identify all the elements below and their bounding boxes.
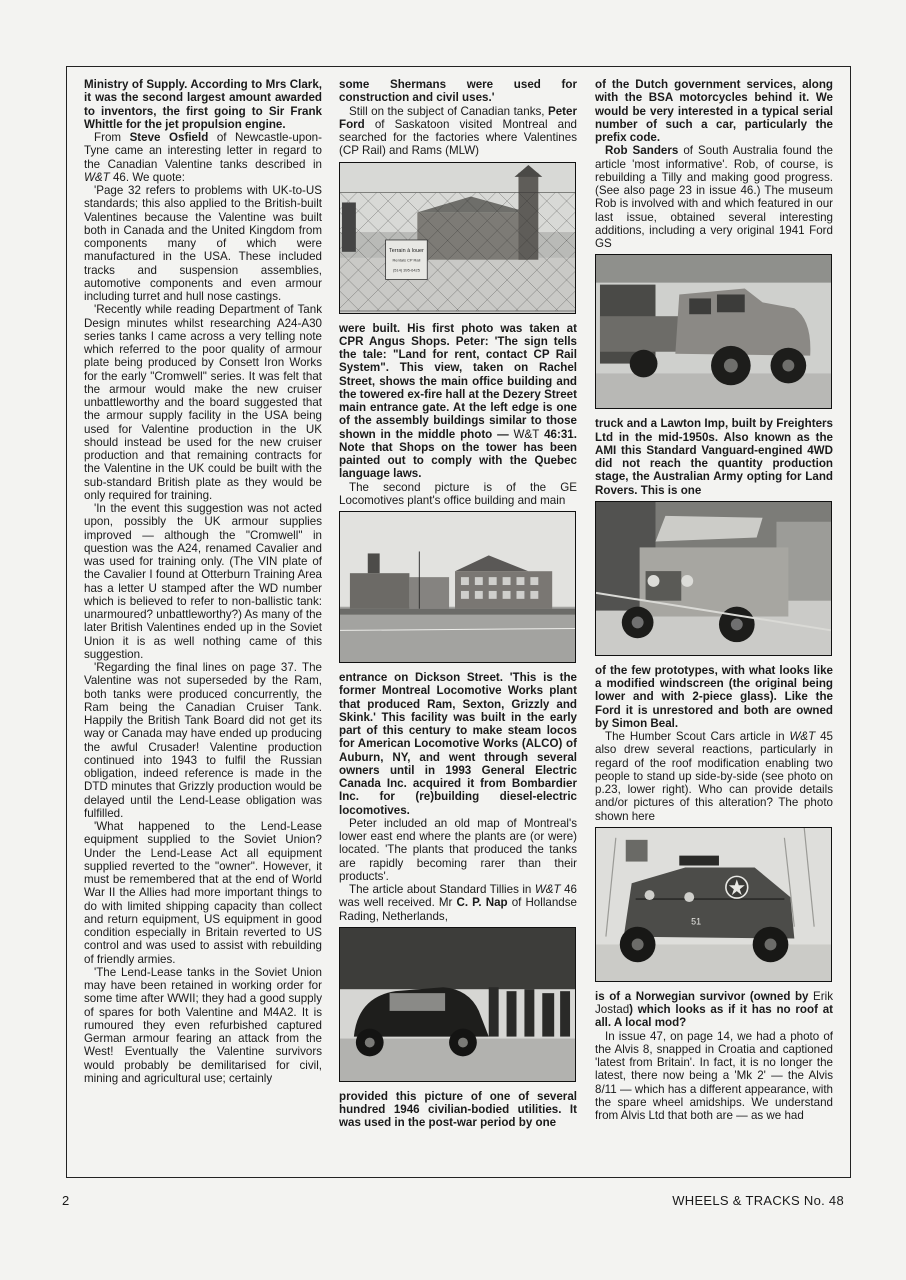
- paragraph: [84, 78, 322, 131]
- contributor-name: were built. His first photo was taken at CPR Angus Shops. Peter: 'The sign tells the tale: "Land for rent, contact CP Rail System". This view, taken on Rachel Street, shows the main office building and the towered ex-fire hall at the Dezery Street main entrance gate. At the left edge is one of the assembly buildings similar to those shown in the middle photo —: [339, 321, 577, 441]
- text-run: of Newcastle-upon-Tyne came an interesting letter in regard to the Canadian Valentine tanks described in: [84, 131, 322, 171]
- col2-lower: [339, 671, 577, 923]
- text-run: 'Page 32 refers to problems with UK-to-US standards; this also applied to the British-built Valentines because the Valentine was built both in Canada and the United Kingdom from components many of which were manufactured in the USA. These included tracks and suspension assemblies, automotive components and even armour including turret and hull nose castings.: [84, 184, 322, 303]
- paragraph: [595, 664, 833, 730]
- paragraph: [339, 883, 577, 923]
- paragraph: [595, 417, 833, 497]
- paragraph: [595, 1030, 833, 1123]
- sign-line-1: Terrain à louer: [389, 247, 424, 254]
- text-run: 46 was well received. Mr: [339, 883, 577, 910]
- col2-intro: [339, 78, 577, 158]
- text-run: The article about Standard Tillies in: [349, 883, 535, 896]
- contributor-name: some Shermans were used for construction and civil uses.': [339, 78, 577, 105]
- paragraph: [84, 303, 322, 502]
- paragraph: [339, 105, 577, 158]
- sign-line-3: (514) 395-6425: [392, 267, 420, 273]
- contributor-name: provided this picture of one of several hundred 1946 civilian-bodied utilities. It was used in the post-war period by one: [339, 1089, 577, 1130]
- paragraph: [339, 1090, 577, 1130]
- col3-mid: [595, 417, 833, 497]
- photo-lawton-imp-prototype: [595, 501, 832, 656]
- contributor-name: ) which looks as if it has no roof at all. A local mod?: [595, 1003, 833, 1030]
- paragraph: [84, 966, 322, 1085]
- sign-line-2: Rentals CP Rail: [392, 257, 421, 263]
- text-run: 46. We quote:: [109, 170, 185, 184]
- text-run: In issue 47, on page 14, we had a photo of the Alvis 8, snapped in Croatia and captioned 'latest from Britain'. In fact, it is no longer the latest, there now being a 'Mk 2' — the Alvis 8/11 — which has a different appearance, with the spare wheel amidships. We understand from Alvis Ltd that both are — as we had: [595, 1029, 833, 1122]
- paragraph: [595, 990, 833, 1030]
- col2-end: [339, 1090, 577, 1130]
- text-run: 'Regarding the final lines on page 37. The Valentine was not superseded by the Ram, both tanks were produced concurrently, the Ram being the Canadian Cruiser Tank. Happily the British Tank Board did not get its way or Canada may have ended up producing the awful Crusader! Valentine production continued into 1943 to fulfil the Russian obligation, indeed reference is made in the DTD minutes that Grizzly production would be delayed until the Lend-Lease obligation was fulfilled.: [84, 661, 322, 820]
- contributor-name: is of a Norwegian survivor (owned by: [595, 989, 814, 1003]
- magazine-issue: WHEELS & TRACKS No. 48: [672, 1193, 844, 1208]
- text-run: Erik Jostad: [595, 989, 833, 1016]
- paragraph: [339, 481, 577, 508]
- vehicle-marking: 51: [691, 916, 702, 927]
- text-run: 'The Lend-Lease tanks in the Soviet Union may have been retained in working order for some time after WWII; they had a good supply of spares for both Valentine and M4A2. It is rumoured they even refurbished captured German armour fearing an attack from the West! Eventually the Valentine survivors would probably be demilitarised for civil, mining and agricultural use; certainly: [84, 965, 322, 1085]
- col3-end: [595, 990, 833, 1123]
- col3-intro: [595, 78, 833, 250]
- text-run: of Hollandse Rading, Netherlands,: [339, 896, 577, 923]
- contributor-name: entrance on Dickson Street. 'This is the former Montreal Locomotive Works plant that produced Ram, Sexton, Grizzly and Skink.' This facility was built in the early part of this century to make steam locos for American Locomotive Works (ALCO) of Auburn, NY, and went through several owners until in 1993 General Electric Canada Inc. acquired it from Bombardier Inc. for (re)building diesel-electric locomotives.: [339, 671, 577, 817]
- contributor-name: Peter Ford: [339, 104, 577, 131]
- paragraph: [339, 78, 577, 105]
- paragraph: [84, 131, 322, 184]
- text-run: The Humber Scout Cars article in: [605, 730, 790, 743]
- column-2: [339, 78, 577, 1170]
- text-run: 'What happened to the Lend-Lease equipment supplied to the Soviet Union? Under the Lend-Lease Act all equipment supplied reverted to the "owner". However, it must be remembered that at the end of World War II the Allies had more important things to do with limited shipping capacity than collect and return equipment, US equipment in good condition especially in Britain reverted to US control and was used to assist with rebuilding of friendly armies.: [84, 820, 322, 966]
- paragraph: [84, 661, 322, 820]
- paragraph: [595, 78, 833, 144]
- paragraph: [84, 184, 322, 303]
- contributor-name: of the few prototypes, with what looks like a modified windscreen (the original being lower and with 2-piece glass). Like the Ford it is unrestored and both are owned by Simon Beal.: [595, 663, 833, 730]
- paragraph: [595, 144, 833, 250]
- column-1: [84, 78, 322, 1170]
- magazine-ref: W&T: [534, 883, 561, 896]
- text-run: From: [94, 131, 130, 144]
- contributor-name: truck and a Lawton Imp, built by Freighters Ltd in the mid-1950s. Also known as the AMI this Standard Vanguard-engined 4WD did not reach the quantity production stage, the Australian Army opting for Land Rovers. This is one: [595, 417, 833, 497]
- contributor-name: Rob Sanders: [605, 144, 679, 158]
- col2-mid: [339, 322, 577, 508]
- text-run: 'Recently while reading Department of Tank Design minutes whilst researching A24-A30 series tanks I came across a very telling note which referred to the poor quality of armour plate being produced by Consett Iron Works for the early "Cromwell" series. It was felt that the armour would make the new cruiser unbattleworthy and the board suggested that the armour supply facility in the USA being used for Valentine production in the UK should instead be used for the new cruiser production and that remaining contracts for the Valentine in the UK could be built with the sub-standard British plate as they would be only required for training.: [84, 303, 322, 502]
- paragraph: [339, 322, 577, 481]
- contributor-name: C. P. Nap: [456, 896, 508, 910]
- text-run: 45 also drew several reactions, particularly in regard of the roof modification enabling two people to stand up side-by-side (see photo on p.23, lower right). Who can provide details and/or pictures of this alteration? The photo shown here: [595, 730, 833, 823]
- paragraph: [84, 502, 322, 661]
- photo-ge-locomotives-plant: [339, 511, 576, 663]
- contributor-name: Steve Osfield: [129, 131, 209, 144]
- paragraph: [339, 817, 577, 883]
- paragraph: [595, 730, 833, 823]
- column-3: [595, 78, 833, 1170]
- contributor-name: Ministry of Supply. According to Mrs Clark, it was the second largest amount awarded to inventors, the first going to Sir Frank Whittle for the jet propulsion engine.: [84, 78, 322, 131]
- text-run: The second picture is of the GE Locomotives plant's office building and main: [339, 480, 577, 507]
- photo-cpr-angus-shops: [339, 162, 576, 314]
- contributor-name: of the Dutch government services, along with the BSA motorcycles behind it. We would be very interested in a typical serial number of such a car, particularly the prefix code.: [595, 78, 833, 144]
- text-run: W&T: [513, 427, 540, 441]
- magazine-ref: W&T: [789, 730, 816, 743]
- contributor-name: 46:31. Note that Shops on the tower has been painted out to comply with the Quebec language laws.: [339, 427, 577, 481]
- photo-humber-scout-car-norway: [595, 827, 832, 982]
- photo-standard-tilly-netherlands: [339, 927, 576, 1082]
- photo-1941-ford-gs-truck: [595, 254, 832, 409]
- text-run: 'In the event this suggestion was not acted upon, possibly the UK armour supplies improved — although the "Cromwell" in question was the A24, renamed Cavalier and was used for training only. (The VIN plate of the Cavalier I found at Otterburn Training Area has a letter U stamped after the WD number which is believed to refer to non-ballistic tank: unarmoured? unbattleworthy?) As many of the later British Valentines ended up in the Soviet Union it is as well nothing came of this suggestion.: [84, 502, 322, 661]
- col3-lower: [595, 664, 833, 823]
- magazine-ref: W&T: [84, 170, 110, 184]
- paragraph: [84, 820, 322, 966]
- text-run: Still on the subject of Canadian tanks,: [349, 104, 548, 118]
- text-run: Peter included an old map of Montreal's lower east end where the plants are (or were) located. 'The plants that produced the tanks are rapidly becoming rarer than their products'.: [339, 816, 577, 883]
- page-number: 2: [62, 1193, 70, 1208]
- paragraph: [339, 671, 577, 817]
- text-run: of Saskatoon visited Montreal and searched for the factories where Valentines (CP Rail) and Rams (MLW): [339, 117, 577, 158]
- text-run: of South Australia found the article 'most informative'. Rob, of course, is rebuilding a Tilly and making good progress. (See also page 23 in issue 46.) The museum Rob is involved with and which featured in our last issue, obtained several interesting additions, including a very original 1941 Ford GS: [595, 144, 833, 250]
